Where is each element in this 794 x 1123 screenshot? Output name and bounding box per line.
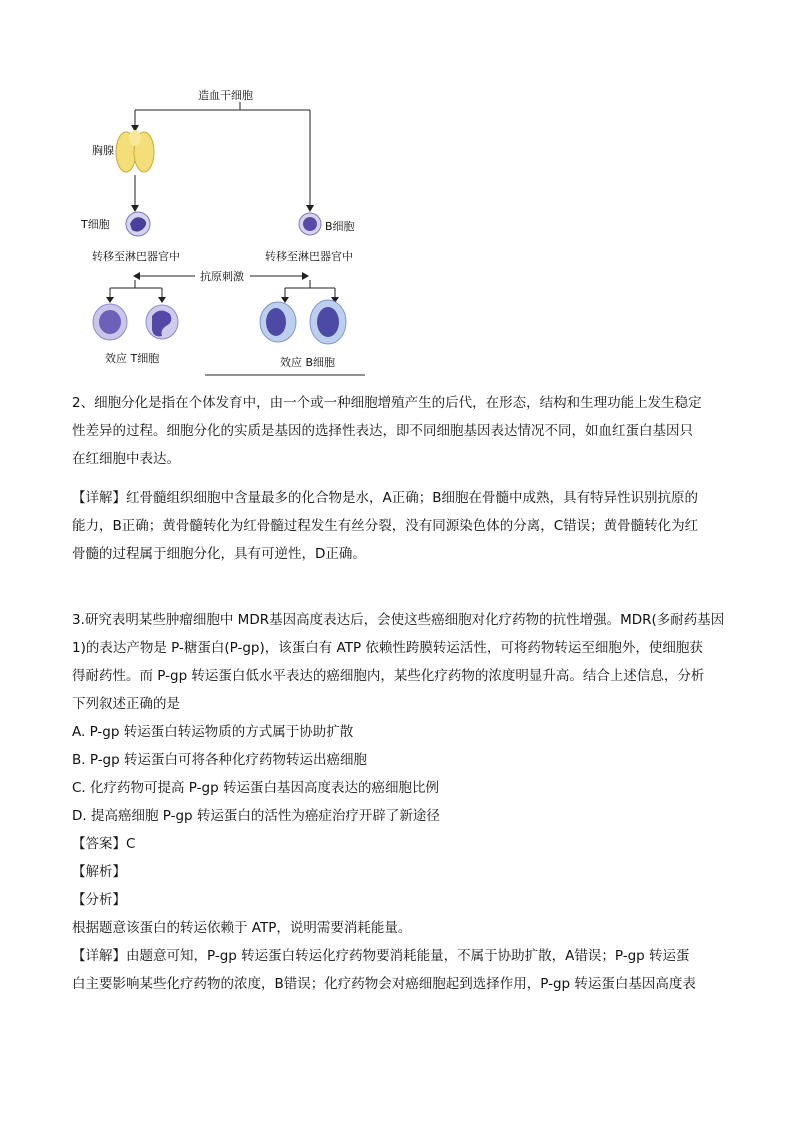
effector-t-cell-icon bbox=[146, 305, 178, 339]
t-cell-icon bbox=[126, 212, 150, 236]
option-b: B. P-gp 转运蛋白可将各种化疗药物转运出癌细胞 bbox=[72, 752, 367, 768]
text-line: 在红细胞中表达。 bbox=[72, 451, 180, 467]
antigen-stimulation-label: 抗原刺激 bbox=[200, 270, 244, 283]
t-transfer-label: 转移至淋巴器官中 bbox=[92, 250, 180, 263]
text-line: 【详解】红骨髓组织细胞中含量最多的化合物是水，A正确；B细胞在骨髓中成熟，具有特异性识别抗原的 bbox=[72, 490, 698, 506]
t-cell-label: T细胞 bbox=[81, 218, 110, 231]
analysis-label: 【解析】 bbox=[72, 864, 126, 880]
fenxi-text: 根据题意该蛋白的转运依赖于 ATP，说明需要消耗能量。 bbox=[72, 920, 412, 936]
paragraph-detail-1 bbox=[72, 484, 732, 568]
text-line: 性差异的过程。细胞分化的实质是基因的选择性表达，即不同细胞基因表达情况不同，如血红蛋白基因只 bbox=[72, 423, 693, 439]
option-d: D. 提高癌细胞 P-gp 转运蛋白的活性为癌症治疗开辟了新途径 bbox=[72, 808, 440, 824]
detail-line: 白主要影响某些化疗药物的浓度，B错误；化疗药物会对癌细胞起到选择作用，P-gp 转运蛋白基因高度表 bbox=[72, 976, 696, 992]
thymus-icon bbox=[116, 130, 154, 172]
b-cell-label: B细胞 bbox=[325, 220, 355, 233]
question-line: 下列叙述正确的是 bbox=[72, 696, 180, 712]
option-c: C. 化疗药物可提高 P-gp 转运蛋白基因高度表达的癌细胞比例 bbox=[72, 780, 439, 796]
detail-line: 【详解】由题意可知，P-gp 转运蛋白转运化疗药物要消耗能量，不属于协助扩散，A错误；P-gp 转运蛋 bbox=[72, 948, 690, 964]
fenxi-label: 【分析】 bbox=[72, 892, 126, 908]
question-3 bbox=[72, 606, 732, 998]
question-line: 1)的表达产物是 P-糖蛋白(P-gp)，该蛋白有 ATP 依赖性跨膜转运活性，可将药物转运至细胞外，使细胞获 bbox=[72, 640, 703, 656]
effector-t-cell-icon bbox=[93, 304, 127, 340]
effector-b-cell-icon bbox=[260, 302, 296, 342]
answer-label: 【答案】C bbox=[72, 836, 136, 852]
effector-b-cell-icon bbox=[310, 300, 346, 344]
cell-differentiation-diagram bbox=[70, 80, 400, 380]
effector-b-cell-label: 效应 B细胞 bbox=[280, 356, 336, 369]
text-line: 能力，B正确；黄骨髓转化为红骨髓过程发生有丝分裂，没有同源染色体的分离，C错误；黄骨髓转化为红 bbox=[72, 518, 699, 534]
thymus-label: 胸腺 bbox=[92, 144, 114, 157]
b-cell-icon bbox=[299, 213, 321, 235]
text-line: 骨髓的过程属于细胞分化，具有可逆性，D正确。 bbox=[72, 546, 366, 562]
effector-t-cell-label: 效应 T细胞 bbox=[105, 352, 160, 365]
hematopoietic-stem-cell-label: 造血干细胞 bbox=[198, 89, 253, 102]
text-line: 2、细胞分化是指在个体发育中，由一个或一种细胞增殖产生的后代，在形态，结构和生理功能上发生稳定 bbox=[72, 395, 702, 411]
question-line: 3.研究表明某些肿瘤细胞中 MDR基因高度表达后，会使这些癌细胞对化疗药物的抗性增强。MDR(多耐药基因 bbox=[72, 612, 725, 628]
option-a: A. P-gp 转运蛋白转运物质的方式属于协助扩散 bbox=[72, 724, 354, 740]
paragraph-cell-differentiation bbox=[72, 389, 732, 473]
b-transfer-label: 转移至淋巴器官中 bbox=[265, 250, 353, 263]
question-line: 得耐药性。而 P-gp 转运蛋白低水平表达的癌细胞内，某些化疗药物的浓度明显升高。结合上述信息，分析 bbox=[72, 668, 705, 684]
